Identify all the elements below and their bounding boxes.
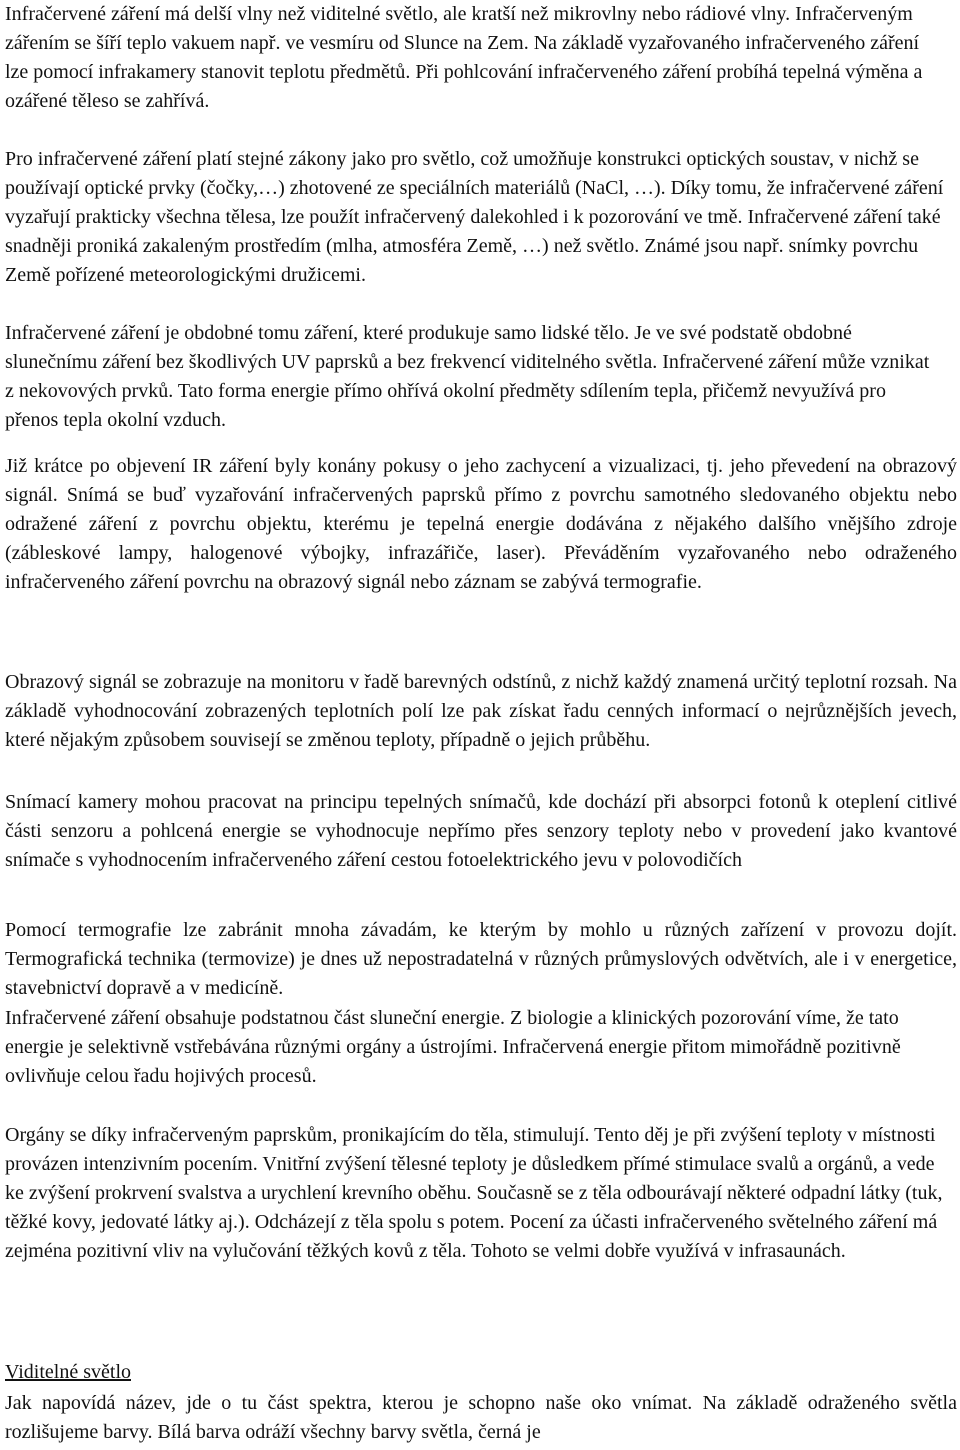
paragraph-thermography-history: Již krátce po objevení IR záření byly konány pokusy o jeho zachycení a vizualizaci, tj. jeho převedení na obrazový signál. Snímá se buď vyzařování infračervených paprsků přímo z povrchu samotného sledovaného objektu nebo odražené záření z povrchu objektu, kterému je tepelná energie dodávána z nějakého dalšího vnějšího zdroje (zábleskové lampy, halogenové výbojky, infrazářiče, laser). Převáděním vyzařovaného nebo odraženého infračerveného záření povrchu na obrazový signál nebo záznam se zabývá termografie.	[5, 455, 957, 593]
paragraph-image-signal: Obrazový signál se zobrazuje na monitoru v řadě barevných odstínů, z nichž každý znamená určitý teplotní rozsah. Na základě vyhodnocování zobrazených teplotních polí lze pak získat řadu cenných informací o nejrůznějších jevech, které nějakým způsobem souvisejí se změnou teploty, případně o jejich průběhu.	[5, 671, 957, 751]
paragraph-solar-energy: Infračervené záření obsahuje podstatnou část sluneční energie. Z biologie a klinických pozorování víme, že tato energie je selektivně vstřebávána různými orgány a ústrojími. Infračervená energie přitom mimořádně pozitivně ovlivňuje celou řadu hojivých procesů.	[5, 1007, 901, 1087]
paragraph-camera-sensors: Snímací kamery mohou pracovat na principu tepelných snímačů, kde dochází při absorpci fotonů k oteplení citlivé části senzoru a pohlcená energie se vyhodnocuje nepřímo přes senzory teploty nebo v provedení jako kvantové snímače s vyhodnocením infračerveného záření cestou fotoelektrického jevu v polovodičích	[5, 791, 957, 871]
paragraph-optics-laws: Pro infračervené záření platí stejné zákony jako pro světlo, což umožňuje konstrukci optických soustav, v nichž se používají optické prvky (čočky,…) zhotovené ze speciálních materiálů (NaCl, …). Díky tomu, že infračervené záření vyzařují prakticky všechna tělesa, lze použít infračervený dalekohled i k pozorování ve tmě. Infračervené záření také snadněji proniká zakaleným prostředím (mlha, atmosféra Země, …) než světlo. Známé jsou např. snímky povrchu Země pořízené meteorologickými družicemi.	[5, 148, 944, 286]
paragraph-organ-stimulation: Orgány se díky infračerveným paprskům, pronikajícím do těla, stimulují. Tento děj je při zvýšení teploty v místnosti provázen intenzivním pocením. Vnitřní zvýšení tělesné teploty je důsledkem přímé stimulace svalů a orgánů, a vede ke zvýšení prokrvení svalstva a urychlení krevního oběhu. Současně se z těla odbourávají některé odpadní látky (tuk, těžké kovy, jedovaté látky aj.). Odcházejí z těla spolu s potem. Pocení za účasti infračerveného světelného záření má zejména pozitivní vliv na vylučování těžkých kovů z těla. Tohoto se velmi dobře využívá v infrasaunách.	[5, 1124, 943, 1262]
section-heading-visible-light: Viditelné světlo	[5, 1361, 131, 1383]
paragraph-human-body-radiation: Infračervené záření je obdobné tomu záření, které produkuje samo lidské tělo. Je ve své podstatě obdobné slunečnímu záření bez škodlivých UV paprsků a bez frekvencí viditelného světla. Infračervené záření může vznikat z nekovových prvků. Tato forma energie přímo ohřívá okolní předměty sdílením tepla, přičemž nevyužívá pro přenos tepla okolní vzduch.	[5, 322, 930, 431]
paragraph-visible-light: Jak napovídá název, jde o tu část spektra, kterou je schopno naše oko vnímat. Na základě odraženého světla rozlišujeme barvy. Bílá barva odráží všechny barvy světla, černá je	[5, 1392, 957, 1443]
paragraph-infrared-intro: Infračervené záření má delší vlny než viditelné světlo, ale kratší než mikrovlny nebo rádiové vlny. Infračerveným zářením se šíří teplo vakuem např. ve vesmíru od Slunce na Zem. Na základě vyzařovaného infračerveného záření lze pomocí infrakamery stanovit teplotu předmětů. Při pohlcování infračerveného záření probíhá tepelná výměna a ozářené těleso se zahřívá.	[5, 3, 923, 112]
paragraph-thermography-usage: Pomocí termografie lze zabránit mnoha závadám, ke kterým by mohlo u různých zařízení v provozu dojít. Termografická technika (termovize) je dnes už nepostradatelná v různých průmyslových odvětvích, ale i v energetice, stavebnictví dopravě a v medicíně.	[5, 919, 957, 999]
